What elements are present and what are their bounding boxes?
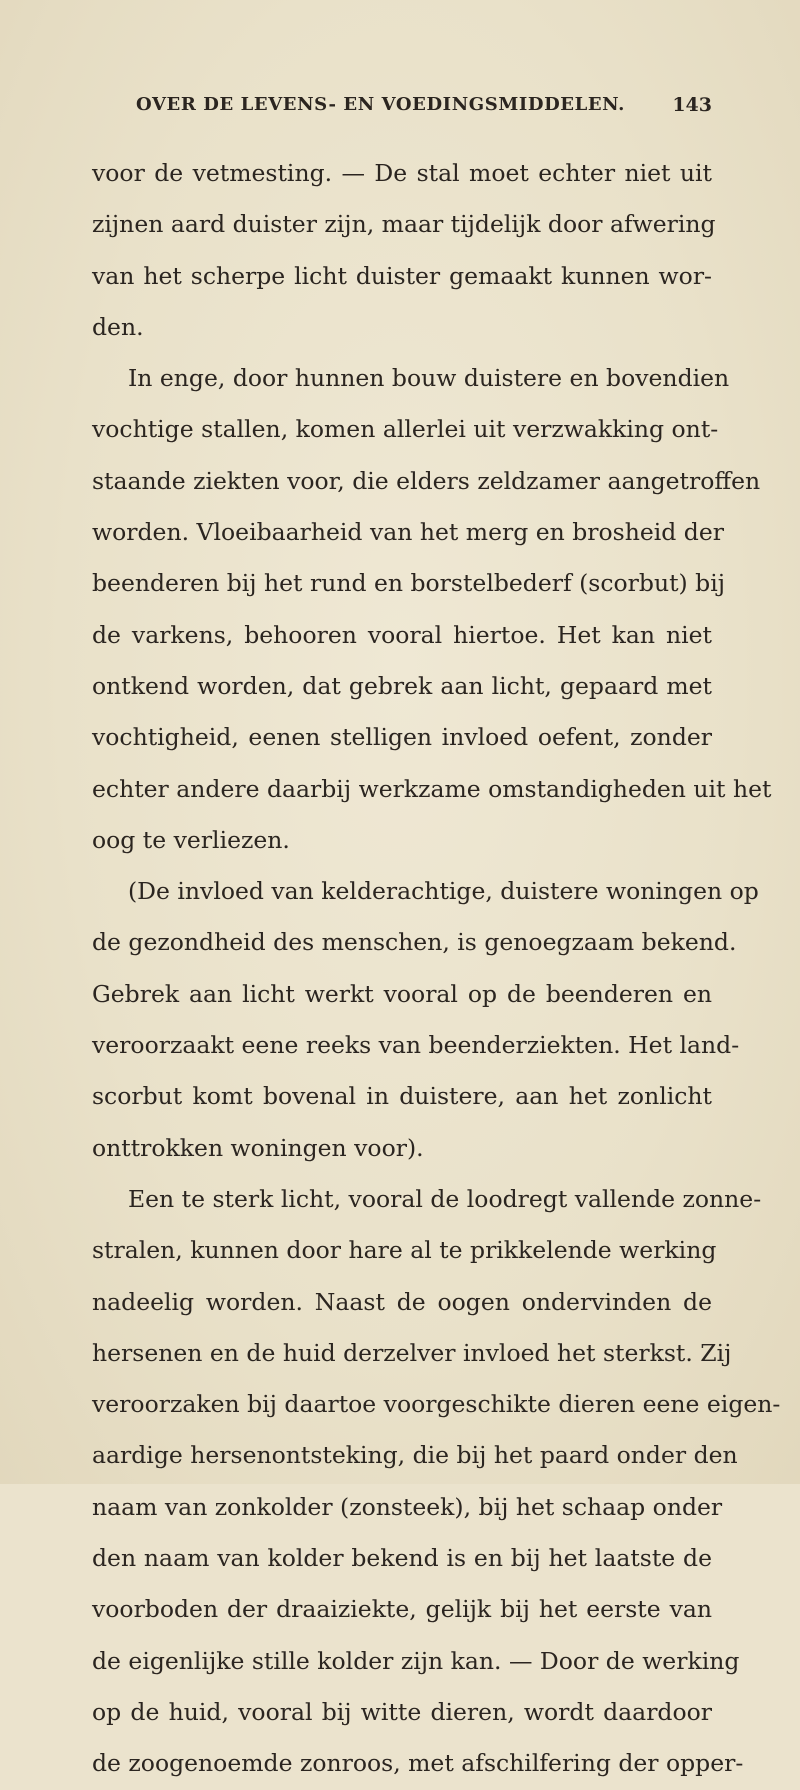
text-line: op de huid, vooral bij witte dieren, wordt daardoor — [92, 1697, 712, 1726]
text-line: beenderen bij het rund en borstelbederf (scorbut) bij — [92, 569, 726, 598]
text-line: veroorzaken bij daartoe voorgeschikte dieren eene eigen- — [92, 1390, 781, 1419]
text-line: ontkend worden, dat gebrek aan licht, gepaard met — [92, 671, 712, 700]
text-line: de varkens, behooren vooral hiertoe. Het kan niet — [92, 620, 712, 649]
text-line: veroorzaakt eene reeks van beenderziekten. Het land- — [92, 1031, 740, 1060]
text-line: zijnen aard duister zijn, maar tijdelijk door afwering — [92, 210, 716, 239]
text-line: Een te sterk licht, vooral de loodregt vallende zonne- — [128, 1184, 762, 1213]
body-text — [92, 148, 781, 1790]
text-line: scorbut komt bovenal in duistere, aan het zonlicht — [92, 1082, 712, 1111]
text-line: echter andere daarbij werkzame omstandigheden uit het — [92, 774, 772, 803]
page-number: 143 — [672, 94, 712, 116]
running-title: OVER DE LEVENS- EN VOEDINGSMIDDELEN. — [136, 94, 625, 115]
text-line: In enge, door hunnen bouw duistere en bovendien — [128, 364, 730, 393]
text-line: de gezondheid des menschen, is genoegzaam bekend. — [92, 928, 737, 957]
text-line: den. — [92, 312, 144, 341]
text-line: van het scherpe licht duister gemaakt kunnen wor- — [92, 261, 712, 290]
text-line: hersenen en de huid derzelver invloed het sterkst. Zij — [92, 1338, 732, 1367]
text-line: oog te verliezen. — [92, 825, 290, 854]
text-line: aardige hersenontsteking, die bij het paard onder den — [92, 1441, 738, 1470]
text-line: onttrokken woningen voor). — [92, 1133, 424, 1162]
text-line: naam van zonkolder (zonsteek), bij het schaap onder — [92, 1492, 723, 1521]
text-line: den naam van kolder bekend is en bij het laatste de — [92, 1544, 712, 1573]
text-line: de eigenlijke stille kolder zijn kan. — Door de werking — [92, 1646, 740, 1675]
text-line: vochtige stallen, komen allerlei uit verzwakking ont- — [92, 415, 719, 444]
text-line: stralen, kunnen door hare al te prikkelende werking — [92, 1236, 717, 1265]
text-line: de zoogenoemde zonroos, met afschilfering der opper- — [92, 1749, 744, 1778]
text-line: nadeelig worden. Naast de oogen ondervinden de — [92, 1287, 712, 1316]
text-line: vochtigheid, eenen stelligen invloed oefent, zonder — [92, 723, 712, 752]
text-line: voor de vetmesting. — De stal moet echter niet uit — [92, 159, 712, 187]
running-head — [92, 94, 712, 134]
text-line: staande ziekten voor, die elders zeldzamer aangetroffen — [92, 466, 761, 495]
text-line: voorboden der draaiziekte, gelijk bij het eerste van — [92, 1595, 712, 1624]
text-line: (De invloed van kelderachtige, duistere woningen op — [128, 877, 759, 906]
text-line: worden. Vloeibaarheid van het merg en brosheid der — [92, 518, 724, 547]
text-line: Gebrek aan licht werkt vooral op de beenderen en — [92, 979, 712, 1008]
